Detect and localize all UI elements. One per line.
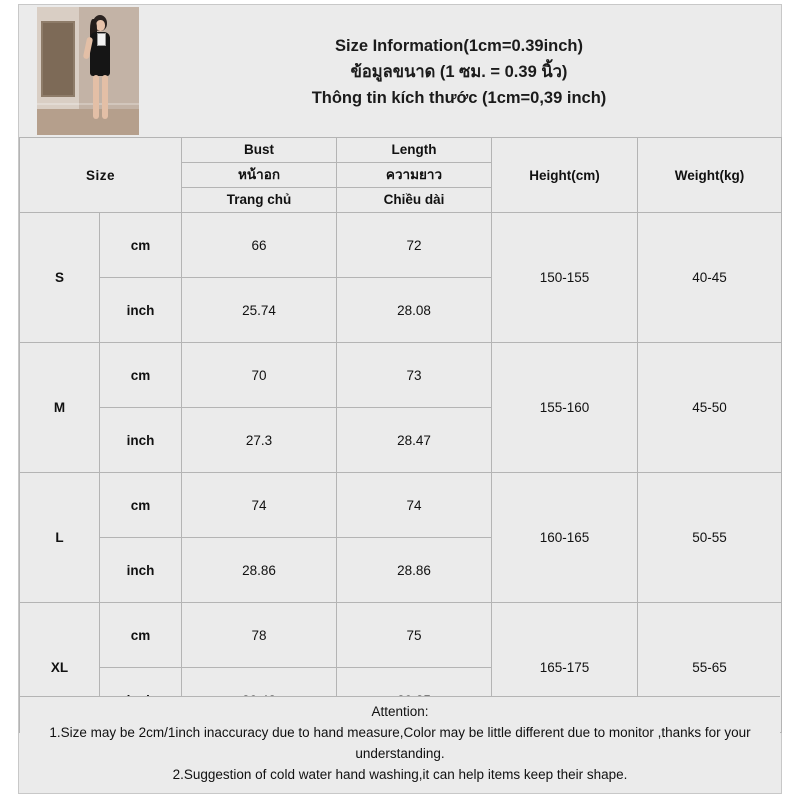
attention-label: Attention: <box>371 704 429 719</box>
height-m: 155-160 <box>492 343 638 473</box>
model-leg-right <box>102 75 108 119</box>
header-bust <box>182 138 337 213</box>
title-line-en: Size Information(1cm=0.39inch) <box>334 37 584 55</box>
height-l: 160-165 <box>492 473 638 603</box>
height-xl: 165-175 <box>492 603 638 733</box>
table-row <box>20 213 782 278</box>
weight-m: 45-50 <box>638 343 782 473</box>
header-length-vi: Chiều dài <box>383 192 445 207</box>
table-header-row <box>20 138 782 213</box>
model-face <box>96 20 105 31</box>
weight-l: 50-55 <box>638 473 782 603</box>
length-cm-xl: 75 <box>337 603 492 668</box>
header-height: Height(cm) <box>492 138 638 213</box>
bust-inch-m: 27.3 <box>182 408 337 473</box>
length-inch-l: 28.86 <box>337 538 492 603</box>
header-weight: Weight(kg) <box>638 138 782 213</box>
weight-xl: 55-65 <box>638 603 782 733</box>
height-s: 150-155 <box>492 213 638 343</box>
title-block <box>139 33 779 111</box>
unit-cm-s: cm <box>100 213 182 278</box>
length-cm-m: 73 <box>337 343 492 408</box>
bust-cm-s: 66 <box>182 213 337 278</box>
model-leg-left <box>93 75 99 119</box>
bust-inch-s: 25.74 <box>182 278 337 343</box>
bust-inch-l: 28.86 <box>182 538 337 603</box>
weight-s: 40-45 <box>638 213 782 343</box>
length-cm-s: 72 <box>337 213 492 278</box>
unit-inch-l: inch <box>100 538 182 603</box>
bust-cm-xl: 78 <box>182 603 337 668</box>
note-washing: 2.Suggestion of cold water hand washing,it can help items keep their shape. <box>172 767 628 782</box>
row-size-l: L <box>20 473 100 603</box>
header-length <box>337 138 492 213</box>
length-inch-s: 28.08 <box>337 278 492 343</box>
unit-cm-xl: cm <box>100 603 182 668</box>
row-size-m: M <box>20 343 100 473</box>
length-inch-m: 28.47 <box>337 408 492 473</box>
chart-header <box>19 5 781 137</box>
header-length-th: ความยาว <box>337 163 491 188</box>
unit-cm-l: cm <box>100 473 182 538</box>
photo-door <box>41 21 75 97</box>
table-row <box>20 603 782 668</box>
bust-cm-l: 74 <box>182 473 337 538</box>
unit-inch-m: inch <box>100 408 182 473</box>
note-measurement: 1.Size may be 2cm/1inch inaccuracy due to hand measure,Color may be little different due to monitor ,thanks for your understanding. <box>49 725 751 761</box>
header-size: Size <box>20 138 182 213</box>
length-cm-l: 74 <box>337 473 492 538</box>
footer-notes <box>20 696 780 792</box>
row-size-xl: XL <box>20 603 100 733</box>
header-bust-th: หน้าอก <box>182 163 336 188</box>
row-size-s: S <box>20 213 100 343</box>
table-row <box>20 343 782 408</box>
photo-model <box>81 15 119 133</box>
unit-inch-s: inch <box>100 278 182 343</box>
header-bust-vi: Trang chủ <box>226 192 292 207</box>
product-photo <box>37 7 139 135</box>
bust-cm-m: 70 <box>182 343 337 408</box>
title-line-th: ข้อมูลขนาด (1 ซม. = 0.39 นิ้ว) <box>350 63 568 81</box>
table-row <box>20 473 782 538</box>
header-length-en: Length <box>337 138 491 163</box>
model-phone <box>97 33 106 46</box>
title-line-vi: Thông tin kích thước (1cm=0,39 inch) <box>311 89 607 107</box>
size-table <box>19 137 782 733</box>
unit-cm-m: cm <box>100 343 182 408</box>
header-bust-en: Bust <box>182 138 336 163</box>
size-chart-sheet <box>18 4 782 794</box>
